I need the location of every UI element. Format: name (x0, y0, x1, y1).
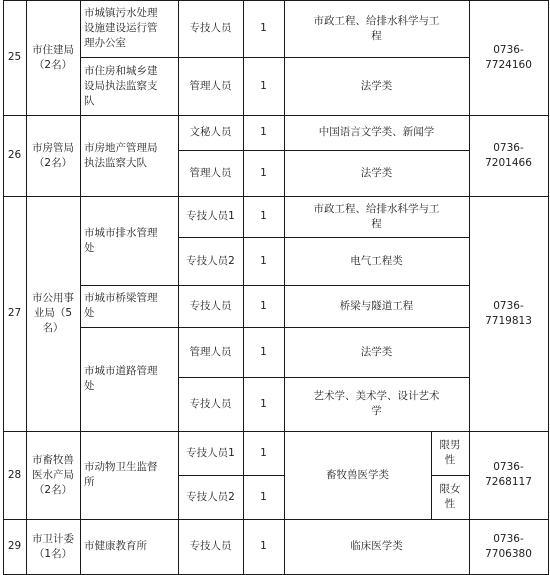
post-count: 1 (260, 126, 267, 138)
post-type: 专技人员1 (186, 446, 235, 459)
table-rule (80, 57, 470, 58)
post-count: 1 (260, 490, 267, 503)
table-rule (3, 196, 549, 197)
table-rule (3, 519, 549, 520)
hiring-unit: 市动物卫生监督 所 (84, 461, 158, 488)
table-rule (3, 0, 549, 1)
department-name: 市卫计委 （1名） (32, 532, 74, 560)
post-count: 1 (260, 79, 267, 92)
required-major: 市政工程、给排水科学与工 程 (313, 14, 440, 42)
table-rule (431, 431, 432, 520)
post-count: 1 (260, 210, 267, 222)
contact-phone: 0736- 7724160 (485, 43, 532, 71)
hiring-unit: 市健康教育所 (84, 540, 147, 552)
required-major: 法学类 (360, 166, 393, 179)
row-number: 25 (7, 51, 22, 63)
table-rule (178, 237, 470, 238)
contact-phone: 0736- 7719813 (485, 299, 532, 327)
post-count: 1 (260, 22, 267, 34)
required-major: 桥梁与隧道工程 (339, 299, 414, 312)
table-rule (80, 327, 470, 328)
table-rule (178, 150, 470, 151)
post-type: 专技人员2 (186, 490, 235, 503)
department-name: 市公用事 业局（5 名） (32, 292, 74, 334)
gender-note: 限女性 (439, 483, 461, 510)
post-type: 专技人员 (189, 22, 232, 34)
table-rule (3, 115, 549, 116)
required-major: 畜牧兽医学类 (326, 468, 389, 481)
required-major: 中国语言文学类、新闻学 (318, 126, 435, 138)
required-major: 市政工程、给排水科学与工 程 (313, 202, 440, 230)
department-name: 市住建局 （2名） (32, 43, 74, 71)
table-rule (80, 285, 470, 286)
required-major: 法学类 (360, 345, 393, 358)
post-type: 管理人员 (189, 345, 232, 358)
post-count: 1 (260, 299, 267, 312)
post-type: 管理人员 (189, 79, 232, 92)
row-number: 28 (7, 468, 22, 481)
contact-phone: 0736- 7201466 (485, 141, 532, 169)
table-rule (80, 0, 81, 575)
hiring-unit: 市城市桥梁管理 处 (84, 292, 158, 319)
table-rule (178, 377, 470, 378)
required-major: 艺术学、美术学、设计艺术 学 (313, 390, 440, 417)
table-rule (548, 0, 549, 575)
hiring-unit: 市城市排水管理 处 (84, 226, 158, 254)
required-major: 临床医学类 (350, 540, 403, 552)
table-rule (178, 0, 179, 575)
row-number: 27 (7, 307, 22, 319)
hiring-unit: 市城镇污水处理 设施建设运行管 理办公室 (84, 7, 158, 49)
post-count: 1 (260, 166, 267, 179)
post-type: 文秘人员 (189, 126, 232, 138)
hiring-unit: 市房地产管理局 执法监察大队 (84, 141, 158, 169)
post-type: 专技人员2 (186, 254, 235, 267)
table-rule (26, 0, 27, 575)
post-count: 1 (260, 397, 267, 410)
post-type: 专技人员1 (186, 210, 235, 222)
post-count: 1 (260, 446, 267, 459)
table-rule (284, 0, 285, 575)
department-name: 市房管局 （2名） (32, 141, 74, 169)
contact-phone: 0736- 7268117 (485, 461, 532, 488)
post-type: 管理人员 (189, 166, 232, 179)
required-major: 法学类 (360, 79, 393, 92)
post-count: 1 (260, 254, 267, 267)
table-rule (3, 431, 549, 432)
post-type: 专技人员 (189, 397, 232, 410)
table-rule (431, 475, 470, 476)
post-count: 1 (260, 345, 267, 358)
table-rule (3, 0, 4, 575)
table-rule (469, 0, 470, 575)
row-number: 26 (7, 149, 22, 161)
department-name: 市畜牧兽 医水产局 （2名） (32, 453, 74, 496)
row-number: 29 (7, 540, 22, 552)
hiring-unit: 市城市道路管理 处 (84, 365, 158, 392)
post-type: 专技人员 (189, 299, 232, 312)
table-rule (178, 475, 285, 476)
required-major: 电气工程类 (350, 254, 403, 267)
post-type: 专技人员 (189, 540, 232, 552)
gender-note: 限男性 (439, 439, 461, 466)
hiring-unit: 市住房和城乡建 设局执法监察支 队 (84, 64, 158, 107)
table-rule (243, 0, 244, 575)
post-count: 1 (260, 540, 267, 552)
contact-phone: 0736- 7706380 (485, 532, 532, 560)
